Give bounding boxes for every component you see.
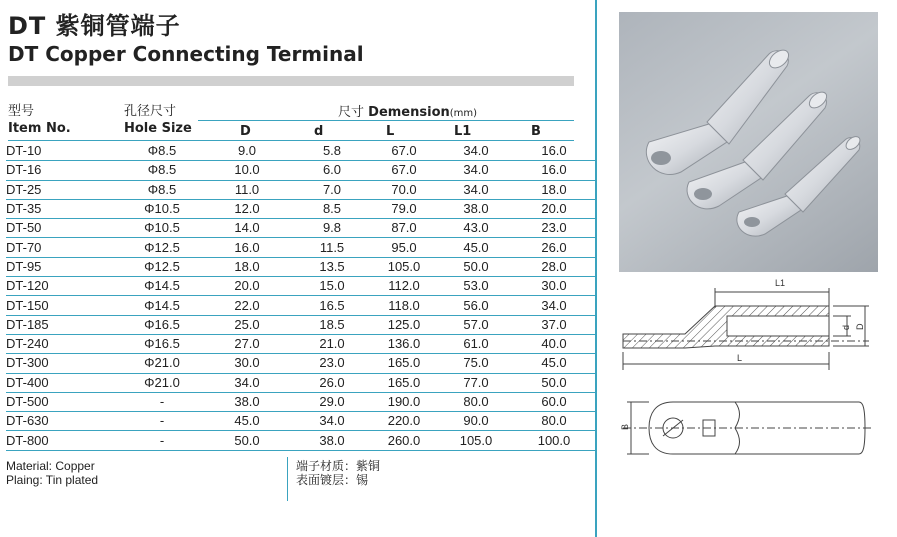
table-row [6,334,596,353]
table-cell: DT-400 [6,373,126,392]
table-cell: Φ8.5 [126,161,198,180]
plating-cn: 表面镀层：锡 [296,473,369,487]
table-cell: 15.0 [296,277,368,296]
label-l1: L1 [775,278,786,288]
table-cell: DT-25 [6,180,126,199]
table-cell: 10.0 [198,161,296,180]
table-cell: 53.0 [440,277,512,296]
label-b: B [620,423,630,430]
table-cell: 95.0 [368,238,440,257]
header-dim-underline [198,120,574,121]
label-d-small: d [841,324,851,330]
table-cell: DT-150 [6,296,126,315]
table-cell: 40.0 [512,334,596,353]
header-dim-unit: (mm) [449,108,478,119]
table-cell: 8.5 [296,199,368,218]
side-view-drawing [619,276,879,376]
table-cell: - [126,392,198,411]
header-hole-en: Hole Size [124,121,192,136]
table-row [6,199,596,218]
table-cell: 9.0 [198,142,296,161]
table-cell: DT-50 [6,219,126,238]
table-cell: 27.0 [198,334,296,353]
table-row [6,354,596,373]
material-en: Material: Copper [6,459,95,473]
table-cell: 34.0 [296,412,368,431]
table-cell: DT-500 [6,392,126,411]
table-cell: 165.0 [368,373,440,392]
table-cell: 87.0 [368,219,440,238]
table-cell: 34.0 [512,296,596,315]
table-cell: 38.0 [296,431,368,450]
table-cell: 30.0 [512,277,596,296]
top-view-drawing [619,396,879,466]
table-cell: 5.8 [296,142,368,161]
table-cell: DT-630 [6,412,126,431]
table-cell: 67.0 [368,161,440,180]
table-cell: 105.0 [368,257,440,276]
table-cell: 80.0 [512,412,596,431]
table-cell: 45.0 [440,238,512,257]
table-cell: 80.0 [440,392,512,411]
table-cell: 16.0 [198,238,296,257]
table-cell: DT-120 [6,277,126,296]
table-cell: 190.0 [368,392,440,411]
table-cell: 70.0 [368,180,440,199]
spec-table [6,142,596,451]
table-cell: 50.0 [440,257,512,276]
table-row [6,219,596,238]
table-cell: 79.0 [368,199,440,218]
table-cell: 18.0 [198,257,296,276]
table-cell: 23.0 [296,354,368,373]
table-cell: Φ10.5 [126,199,198,218]
table-cell: Φ12.5 [126,257,198,276]
label-d-big: D [855,323,865,330]
table-cell: DT-70 [6,238,126,257]
table-cell: 11.5 [296,238,368,257]
col-header-L1: L1 [454,124,472,139]
table-row [6,257,596,276]
table-row [6,142,596,161]
table-cell: 14.0 [198,219,296,238]
header-bottom-line [8,140,574,141]
table-row [6,392,596,411]
table-cell: 61.0 [440,334,512,353]
table-cell: 136.0 [368,334,440,353]
header-dimension [338,101,477,120]
header-hole-cn: 孔径尺寸 [124,104,177,119]
table-cell: DT-185 [6,315,126,334]
table-cell: 21.0 [296,334,368,353]
table-cell: Φ14.5 [126,296,198,315]
table-cell: 45.0 [512,354,596,373]
table-cell: 26.0 [512,238,596,257]
table-cell: 13.5 [296,257,368,276]
col-header-B: B [531,124,541,139]
table-row [6,296,596,315]
table-cell: 77.0 [440,373,512,392]
table-cell: Φ10.5 [126,219,198,238]
table-cell: DT-240 [6,334,126,353]
table-cell: 26.0 [296,373,368,392]
table-cell: Φ21.0 [126,373,198,392]
table-cell: 22.0 [198,296,296,315]
col-header-L: L [386,124,395,139]
table-cell: 38.0 [198,392,296,411]
table-cell: Φ16.5 [126,334,198,353]
table-cell: 6.0 [296,161,368,180]
table-cell: DT-800 [6,431,126,450]
table-cell: 34.0 [440,161,512,180]
table-cell: 56.0 [440,296,512,315]
material-cn: 端子材质：紫铜 [296,459,381,473]
table-cell: 25.0 [198,315,296,334]
table-cell: Φ21.0 [126,354,198,373]
table-cell: 30.0 [198,354,296,373]
table-cell: DT-300 [6,354,126,373]
table-cell: 260.0 [368,431,440,450]
table-cell: DT-16 [6,161,126,180]
table-cell: 16.5 [296,296,368,315]
table-cell: 45.0 [198,412,296,431]
table-cell: 28.0 [512,257,596,276]
product-photo [619,12,878,272]
table-cell: - [126,412,198,431]
table-cell: 75.0 [440,354,512,373]
table-cell: - [126,431,198,450]
table-cell: DT-35 [6,199,126,218]
table-cell: Φ8.5 [126,142,198,161]
table-cell: 118.0 [368,296,440,315]
header-item-cn: 型号 [8,104,35,119]
table-cell: 18.5 [296,315,368,334]
table-row [6,315,596,334]
table-row [6,277,596,296]
table-row [6,161,596,180]
table-cell: 16.0 [512,142,596,161]
table-cell: 90.0 [440,412,512,431]
table-row [6,180,596,199]
table-cell: 220.0 [368,412,440,431]
table-cell: 165.0 [368,354,440,373]
page-title-cn: DT 紫铜管端子 [8,12,181,40]
table-cell: Φ16.5 [126,315,198,334]
footer-divider [287,457,288,501]
table-cell: 100.0 [512,431,596,450]
table-cell: 16.0 [512,161,596,180]
table-cell: 34.0 [440,180,512,199]
table-cell: Φ8.5 [126,180,198,199]
table-cell: 23.0 [512,219,596,238]
table-cell: 67.0 [368,142,440,161]
table-cell: 7.0 [296,180,368,199]
header-dim-en: Demension [368,105,450,120]
table-cell: 34.0 [198,373,296,392]
table-cell: 50.0 [512,373,596,392]
plating-en: Plaing: Tin plated [6,473,99,487]
col-header-d: d [314,124,324,139]
table-cell: 20.0 [512,199,596,218]
table-row [6,373,596,392]
table-cell: 125.0 [368,315,440,334]
table-cell: DT-95 [6,257,126,276]
table-cell: 105.0 [440,431,512,450]
table-cell: 11.0 [198,180,296,199]
table-cell: 20.0 [198,277,296,296]
table-cell: 9.8 [296,219,368,238]
table-cell: 57.0 [440,315,512,334]
col-header-D: D [240,124,251,139]
table-cell: 43.0 [440,219,512,238]
table-cell: 37.0 [512,315,596,334]
title-divider-bar [8,76,574,86]
table-cell: 18.0 [512,180,596,199]
table-row [6,431,596,450]
table-cell: 12.0 [198,199,296,218]
table-cell: Φ14.5 [126,277,198,296]
table-cell: 60.0 [512,392,596,411]
table-row [6,412,596,431]
page-title-en: DT Copper Connecting Terminal [8,42,364,66]
header-dim-cn: 尺寸 [338,105,365,120]
header-item-en: Item No. [8,121,71,136]
table-cell: 38.0 [440,199,512,218]
table-cell: 34.0 [440,142,512,161]
table-cell: 50.0 [198,431,296,450]
table-cell: DT-10 [6,142,126,161]
table-row [6,238,596,257]
table-cell: Φ12.5 [126,238,198,257]
table-cell: 29.0 [296,392,368,411]
label-l: L [737,353,743,363]
table-cell: 112.0 [368,277,440,296]
